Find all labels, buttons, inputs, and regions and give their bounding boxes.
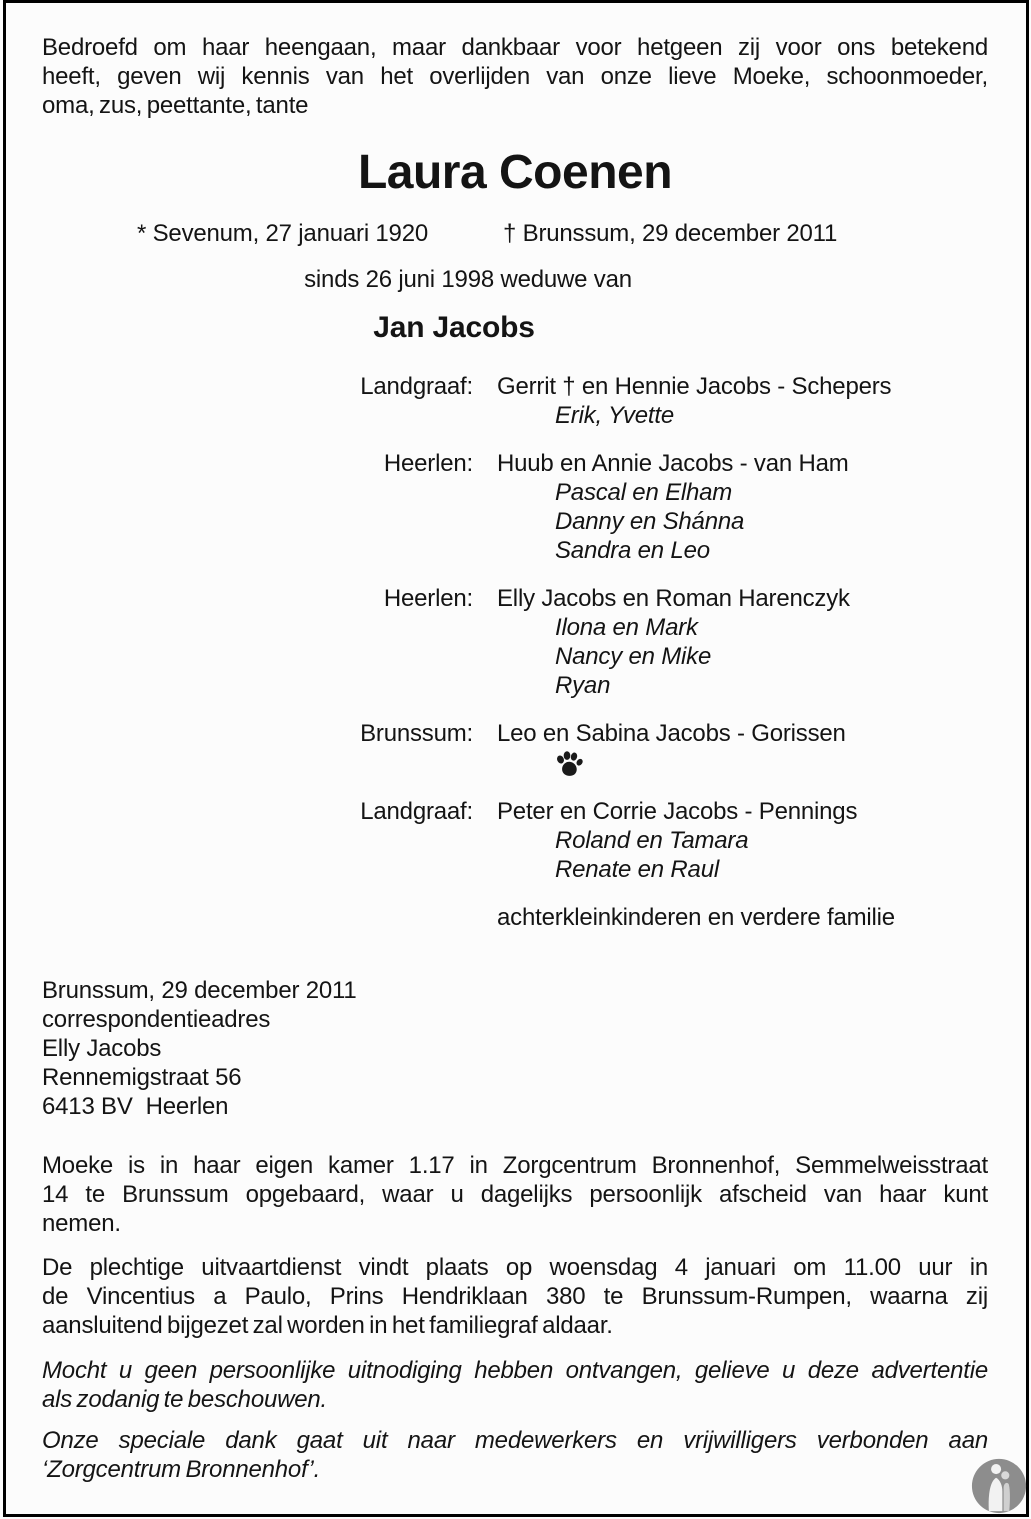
family-place-label: [42, 903, 473, 932]
family-place-label: Heerlen:: [383, 450, 473, 477]
text-line: 14 te Brunssum opgebaard, waar u dagelijks persoonlijk afscheid van haar kunt: [42, 1181, 988, 1208]
family-closing-line: achterkleinkinderen en verdere familie: [497, 904, 895, 931]
family-grandchildren-names: Ilona en Mark: [555, 614, 698, 641]
correspondence-address-block: [42, 976, 988, 1121]
text-line: Bedroefd om haar heengaan, maar dankbaar voor hetgeen zij voor ons betekend: [42, 34, 988, 61]
family-grandchildren-names: Renate en Raul: [555, 856, 719, 883]
family-place-label: Heerlen:: [383, 585, 473, 612]
family-names-group: [497, 797, 857, 884]
family-place-label: Landgraaf:: [360, 798, 473, 825]
text-line: Rennemigstraat 56: [42, 1064, 242, 1091]
life-dates-row: [42, 219, 988, 248]
family-names-group: [497, 449, 849, 565]
family-list: [42, 372, 988, 932]
family-grandchildren-names: Pascal en Elham: [555, 479, 733, 506]
family-grandchildren-names: Nancy en Mike: [555, 643, 712, 670]
viewing-paragraph: [42, 1151, 988, 1238]
thanks-paragraph: [42, 1426, 988, 1484]
family-couple-names: Leo en Sabina Jacobs - Gorissen: [497, 720, 846, 747]
text-line: Brunssum, 29 december 2011: [42, 977, 357, 1004]
family-row: [42, 372, 988, 430]
family-row: [42, 903, 988, 932]
text-line: Mocht u geen persoonlijke uitnodiging hebben ontvangen, gelieve u deze advertentie: [42, 1357, 988, 1384]
widow-line: sinds 26 juni 1998 weduwe van: [304, 266, 632, 293]
text-line: correspondentieadres: [42, 1006, 271, 1033]
family-grandchildren-names: Danny en Shánna: [555, 508, 745, 535]
family-grandchildren-names: Roland en Tamara: [555, 827, 749, 854]
family-rows: [42, 372, 988, 884]
spouse-name: Jan Jacobs: [373, 311, 535, 344]
family-names-group: [497, 719, 846, 778]
family-couple-names: Peter en Corrie Jacobs - Pennings: [497, 798, 858, 825]
memorial-publisher-logo: [970, 1457, 1028, 1515]
family-names-group: [497, 584, 850, 700]
text-line: oma, zus, peettante, tante: [42, 92, 309, 119]
family-row: [42, 797, 988, 884]
text-line: aansluitend bijgezet zal worden in het familiegraf aldaar.: [42, 1312, 613, 1339]
family-couple-names: Gerrit † en Hennie Jacobs - Schepers: [497, 373, 892, 400]
text-line: De plechtige uitvaartdienst vindt plaats op woensdag 4 januari om 11.00 uur in: [42, 1254, 988, 1281]
family-grandchildren-names: Ryan: [555, 672, 611, 699]
text-line: als zodanig te beschouwen.: [42, 1386, 328, 1413]
text-line: 6413 BV Heerlen: [42, 1093, 229, 1120]
text-line: Elly Jacobs: [42, 1035, 162, 1062]
family-place-label: Brunssum:: [360, 720, 473, 747]
family-row: [42, 719, 988, 778]
family-place-label: Landgraaf:: [360, 373, 473, 400]
family-grandchildren-names: Erik, Yvette: [555, 402, 674, 429]
text-line: nemen.: [42, 1210, 121, 1237]
invitation-note-paragraph: [42, 1356, 988, 1414]
family-grandchildren-names: Sandra en Leo: [555, 537, 710, 564]
death-date: † Brunssum, 29 december 2011: [503, 220, 838, 247]
family-names-group: [497, 372, 891, 430]
funeral-service-paragraph: [42, 1253, 988, 1340]
text-line: de Vincentius a Paulo, Prins Hendriklaan 380 te Brunssum-Rumpen, waarna zij: [42, 1283, 988, 1310]
family-row: [42, 449, 988, 565]
birth-date: * Sevenum, 27 januari 1920: [137, 220, 429, 247]
family-couple-names: Huub en Annie Jacobs - van Ham: [497, 450, 849, 477]
family-row: [42, 584, 988, 700]
family-couple-names: Elly Jacobs en Roman Harenczyk: [497, 585, 850, 612]
paw-print-icon: [555, 751, 583, 778]
intro-paragraph: [42, 33, 988, 120]
text-line: heeft, geven wij kennis van het overlijden van onze lieve Moeke, schoonmoeder,: [42, 63, 988, 90]
text-line: Onze speciale dank gaat uit naar medewerkers en vrijwilligers verbonden aan: [42, 1427, 988, 1454]
text-line: ‘Zorgcentrum Bronnenhof’.: [42, 1456, 321, 1483]
deceased-name: Laura Coenen: [357, 146, 673, 199]
text-line: Moeke is in haar eigen kamer 1.17 in Zorgcentrum Bronnenhof, Semmelweisstraat: [42, 1152, 988, 1179]
